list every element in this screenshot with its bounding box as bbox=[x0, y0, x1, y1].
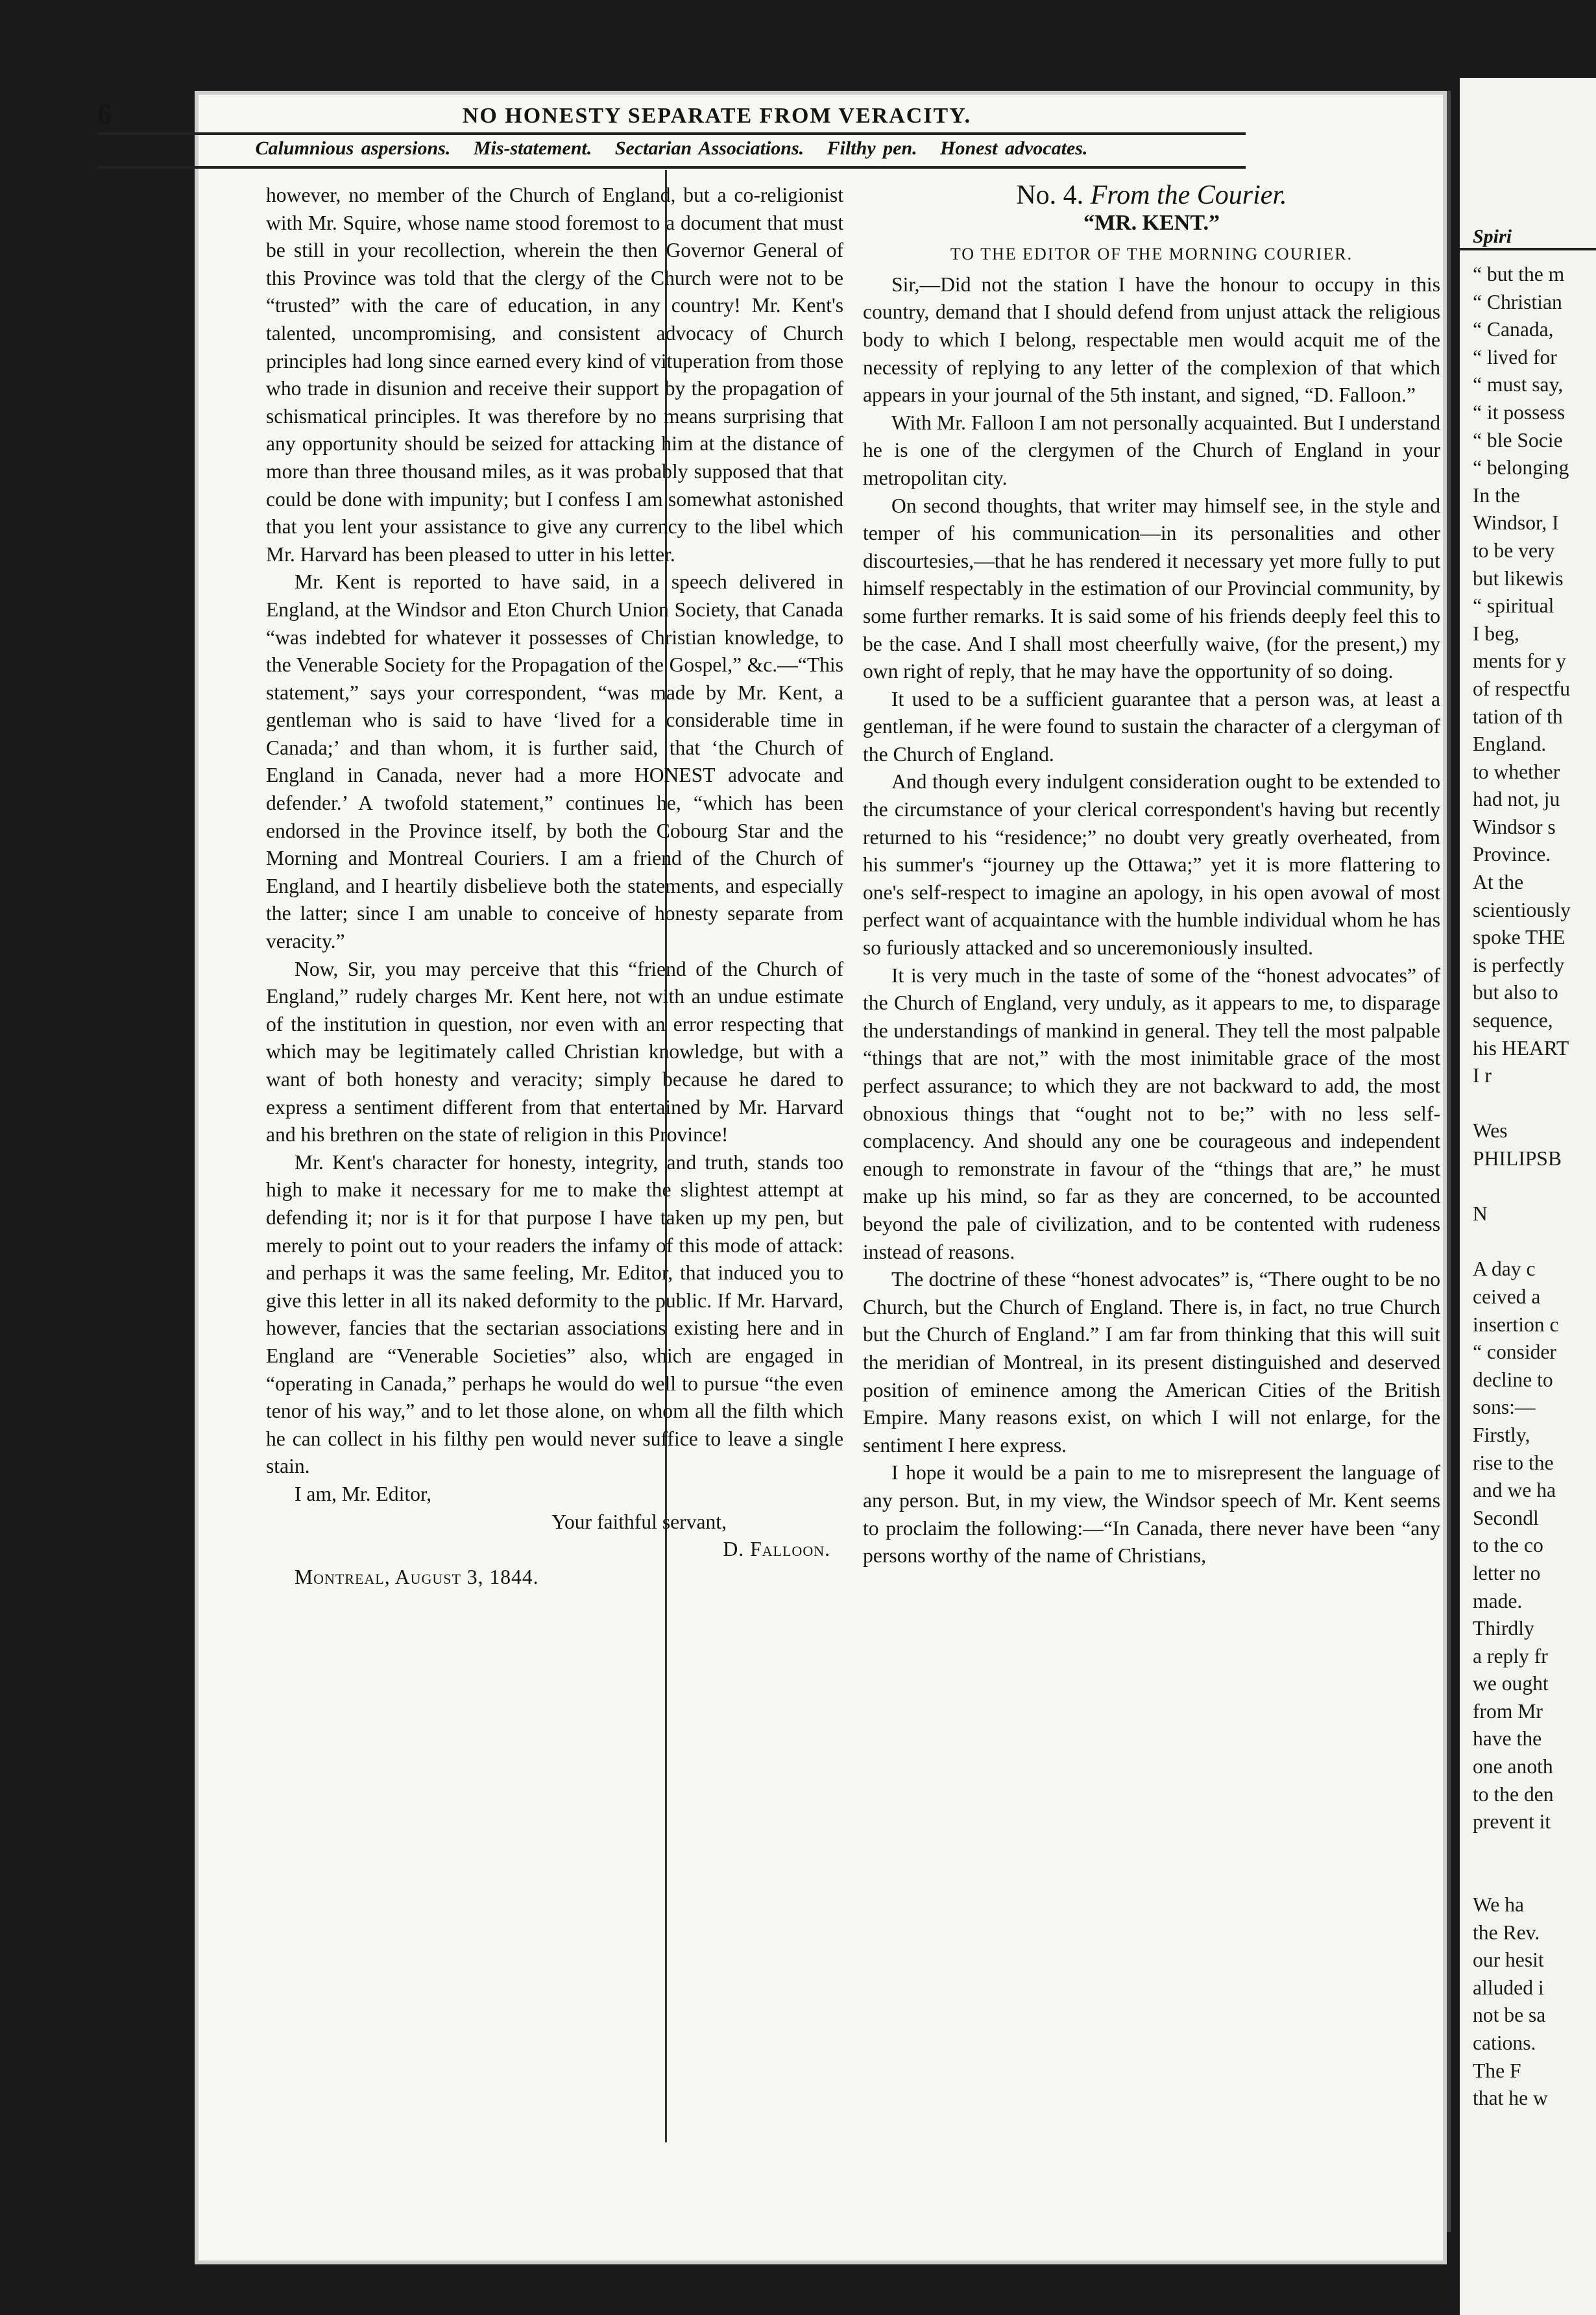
facing-line: I beg, bbox=[1473, 622, 1519, 645]
subhead-rule bbox=[97, 166, 1246, 169]
facing-line: N bbox=[1473, 1202, 1488, 1226]
facing-line: and we ha bbox=[1473, 1479, 1556, 1502]
facing-line: one anoth bbox=[1473, 1755, 1553, 1778]
facing-line: but also to bbox=[1473, 981, 1558, 1004]
facing-line: Windsor, I bbox=[1473, 511, 1559, 535]
servant-line: Your faithful servant, bbox=[551, 1510, 727, 1533]
right-column bbox=[863, 182, 1440, 1570]
facing-line: PHILIPSB bbox=[1473, 1147, 1562, 1170]
paragraph: The doctrine of these “honest advocates” is, “There ought to be no Church, but the Church of England. There is, in fact, no true Church but the Church of England.” I am far from thinking that this will suit the meridian of Montreal, in its present distinguished and deserved position of eminence among the American Cities of the British Empire. Many reasons exist, on which I will not enlarge, for the sentiment I here express. bbox=[863, 1268, 1440, 1457]
paragraph: Mr. Kent is reported to have said, in a speech delivered in England, at the Windsor and Eton Church Union Society, that Canada “was indebted for whatever it possesses of Christian knowledge, to the Venerable Society for the Propagation of the Gospel,” &c.—“This statement,” says your correspondent, “was made by Mr. Kent, a gentleman who is said to have ‘lived for a considerable time in Canada;’ and than whom, it is further said, that ‘the Church of England in Canada, never had a more HONEST advocate and defender.’ A twofold statement,” continues he, “which has been endorsed in the Province itself, by both the Cobourg Star and the Morning and Montreal Couriers. I am a friend of the Church of England, and I heartily disbelieve both the statements, and especially the latter; since I am unable to conceive of honesty separate from veracity.” bbox=[266, 570, 843, 953]
left-column bbox=[266, 182, 843, 1591]
article-heading bbox=[863, 182, 1440, 210]
paragraph: Now, Sir, you may perceive that this “friend of the Church of England,” rudely charges Mr. Kent here, not with an undue estimate of the institution in question, nor even with an error respecting that which may be legitimately called Christian knowledge, but with a want of both honesty and veracity; simply because he dared to express a sentiment different from that entertained by Mr. Harvard and his brethren on the state of religion in this Province! bbox=[266, 957, 843, 1146]
page-number: 6 bbox=[97, 98, 112, 130]
page-header bbox=[97, 97, 1246, 131]
paragraph: With Mr. Falloon I am not personally acquainted. But I understand he is one of the clergymen of the Church of England in your metropolitan city. bbox=[863, 411, 1440, 489]
article-title: “MR. KENT.” bbox=[1083, 210, 1220, 235]
facing-line: to the co bbox=[1473, 1534, 1543, 1557]
facing-line: letter no bbox=[1473, 1561, 1541, 1584]
facing-line: “ lived for bbox=[1473, 345, 1557, 369]
subhead-item: Filthy pen. bbox=[827, 138, 917, 159]
facing-line: that he w bbox=[1473, 2087, 1548, 2110]
facing-line: our hesit bbox=[1473, 1948, 1544, 1972]
facing-line: had not, ju bbox=[1473, 788, 1560, 811]
facing-line: of respectfu bbox=[1473, 677, 1570, 700]
facing-line: to whether bbox=[1473, 760, 1560, 783]
facing-line bbox=[1473, 1090, 1596, 1118]
facing-line: insertion c bbox=[1473, 1313, 1559, 1336]
signature: D. Falloon. bbox=[723, 1538, 830, 1561]
facing-line: his HEART bbox=[1473, 1036, 1569, 1060]
paragraph: however, no member of the Church of England, but a co-religionist with Mr. Squire, whose name stood foremost to a document that must be still in your recollection, wherein the then Governor General of this Province was told that the clergy of the Church were not to be “trusted” with the care of education, in any country! Mr. Kent's talented, uncompromising, and consistent advocacy of Church principles had long since earned every kind of vituperation from those who trade in disunion and receive their support by the propagation of schismatical principles. It was therefore by no means surprising that any opportunity should be seized for attacking him at the distance of more than three thousand miles, as it was probably supposed that that could be done with impunity; but I confess I am somewhat astonished that you lent your assistance to give any currency to the libel which Mr. Harvard has been pleased to utter in his letter. bbox=[266, 184, 843, 566]
facing-line: The F bbox=[1473, 2059, 1521, 2082]
facing-line bbox=[1473, 1863, 1596, 1891]
facing-line: Firstly, bbox=[1473, 1423, 1530, 1446]
facing-line: Wes bbox=[1473, 1119, 1508, 1143]
facing-line: We ha bbox=[1473, 1893, 1525, 1917]
facing-line: “ must say, bbox=[1473, 373, 1564, 396]
facing-line: we ought bbox=[1473, 1672, 1549, 1695]
facing-line bbox=[1473, 1836, 1596, 1864]
subhead-item: Mis-statement. bbox=[473, 138, 592, 159]
article-source: From the Courier. bbox=[1090, 180, 1287, 210]
facing-line: “ it possess bbox=[1473, 400, 1566, 424]
facing-line: “ consider bbox=[1473, 1340, 1556, 1364]
paragraph: And though every indulgent consideration ought to be extended to the circumstance of your clerical correspondent's having but recently returned to his “residence;” no doubt very greatly overheated, from his summer's “journey up the Ottawa;” yet it is more flattering to one's self-respect to imagine an apology, in his open avowal of most perfect want of acquaintance with the humble individual whom he has so furiously attacked and so unceremoniously insulted. bbox=[863, 770, 1440, 960]
facing-line: not be sa bbox=[1473, 2004, 1546, 2027]
facing-line: made. bbox=[1473, 1589, 1523, 1612]
facing-line: England. bbox=[1473, 733, 1547, 756]
paragraph: I hope it would be a pain to me to misrepresent the language of any person. But, in my view, the Windsor speech of Mr. Kent seems to proclaim the following:—“In Canada, there never have been “any persons worthy of the name of Christians, bbox=[863, 1461, 1440, 1568]
running-title: NO HONESTY SEPARATE FROM VERACITY. bbox=[462, 104, 972, 128]
facing-text bbox=[1473, 261, 1596, 2113]
facing-rule bbox=[1460, 248, 1596, 250]
facing-line: to be very bbox=[1473, 539, 1555, 562]
subheads bbox=[97, 138, 1246, 160]
facing-line: “ belonging bbox=[1473, 456, 1569, 479]
facing-line: “ but the m bbox=[1473, 263, 1565, 285]
facing-line: tation of th bbox=[1473, 705, 1563, 728]
facing-line: prevent it bbox=[1473, 1810, 1551, 1834]
facing-line: ceived a bbox=[1473, 1285, 1541, 1308]
facing-line: “ ble Socie bbox=[1473, 428, 1563, 452]
dateline: Montreal, August 3, 1844. bbox=[295, 1565, 539, 1588]
facing-line: Thirdly bbox=[1473, 1617, 1534, 1640]
header-rule bbox=[97, 132, 1246, 135]
facing-line: “ Christian bbox=[1473, 290, 1562, 313]
facing-line: rise to the bbox=[1473, 1451, 1554, 1474]
facing-line: Windsor s bbox=[1473, 815, 1556, 838]
facing-line: “ Canada, bbox=[1473, 318, 1554, 341]
subhead-item: Calumnious aspersions. bbox=[255, 138, 451, 159]
facing-line bbox=[1473, 1173, 1596, 1201]
facing-line: sequence, bbox=[1473, 1009, 1553, 1032]
facing-line: Province. bbox=[1473, 843, 1551, 866]
facing-line: ments for y bbox=[1473, 649, 1566, 673]
facing-line: sons:— bbox=[1473, 1396, 1536, 1419]
facing-line: I r bbox=[1473, 1064, 1492, 1087]
paragraph: Sir,—Did not the station I have the honour to occupy in this country, demand that I should defend from unjust attack the religious body to which I belong, respectable men would acquit me of the necessity of replying to any letter of the complexion of that which appears in your journal of the 5th instant, and signed, “D. Falloon.” bbox=[863, 273, 1440, 407]
facing-line: is perfectly bbox=[1473, 953, 1565, 976]
facing-line: A day c bbox=[1473, 1257, 1536, 1281]
facing-line: alluded i bbox=[1473, 1976, 1544, 1999]
subhead-item: Sectarian Associations. bbox=[614, 138, 804, 159]
binding-gutter bbox=[1447, 91, 1451, 2232]
facing-line: to the den bbox=[1473, 1782, 1554, 1806]
facing-line: a reply fr bbox=[1473, 1644, 1548, 1667]
facing-line bbox=[1473, 1228, 1596, 1256]
to-editor: TO THE EDITOR OF THE MORNING COURIER. bbox=[950, 245, 1353, 264]
facing-subhead: Spiri bbox=[1473, 226, 1512, 247]
article-number: No. 4. bbox=[1016, 180, 1084, 210]
facing-line: At the bbox=[1473, 871, 1524, 894]
facing-line: but likewis bbox=[1473, 566, 1564, 590]
facing-line: In the bbox=[1473, 483, 1520, 507]
facing-line: decline to bbox=[1473, 1368, 1553, 1391]
facing-line: cations. bbox=[1473, 2031, 1536, 2054]
paragraph: Mr. Kent's character for honesty, integrity, and truth, stands too high to make it necessary for me to make the slightest attempt at defending it; nor is it for that purpose I have taken up my pen, but merely to point out to your readers the infamy of this mode of attack: and perhaps it was the same feeling, Mr. Editor, that induced you to give this letter in all its naked deformity to the public. If Mr. Harvard, however, fancies that the sectarian associations existing here and in England are “Venerable Societies” also, which are engaged in “operating in Canada,” perhaps he would do well to pursue “the even tenor of his way,” and to let those alone, on whom all the filth which he can collect in his filthy pen would never suffice to leave a single stain. bbox=[266, 1150, 843, 1478]
facing-line: the Rev. bbox=[1473, 1921, 1540, 1944]
subhead-item: Honest advocates. bbox=[940, 138, 1088, 159]
facing-line: “ spiritual bbox=[1473, 594, 1554, 618]
facing-line: have the bbox=[1473, 1727, 1542, 1751]
paragraph: It used to be a sufficient guarantee that a person was, at least a gentleman, if he were found to sustain the character of a clergyman of the Church of England. bbox=[863, 687, 1440, 766]
facing-line: spoke THE bbox=[1473, 926, 1566, 949]
facing-line: Secondl bbox=[1473, 1506, 1539, 1529]
facing-line: scientiously bbox=[1473, 898, 1571, 921]
facing-page bbox=[1460, 78, 1596, 2315]
paragraph: On second thoughts, that writer may himself see, in the style and temper of his communication—in its personalities and other discourtesies,—that he has rendered it necessary yet more fully to put himself respectably in the estimation of our Provincial community, by some further remarks. It is said some of his friends deeply feel this to be the case. And I shall most cheerfully waive, (for the present,) my own right of reply, that he may have the opportunity of so doing. bbox=[863, 494, 1440, 683]
closing-line: I am, Mr. Editor, bbox=[295, 1482, 432, 1505]
paragraph: It is very much in the taste of some of the “honest advocates” of the Church of England, very unduly, as it appears to me, to disparage the understandings of mankind in general. They tell the most palpable “things that are not,” with the most inimitable grace of the most perfect assurance; to which they are not backward to add, the most obnoxious things that “ought not to be;” with no less self-complacency. And should any one be courageous and independent enough to remonstrate in favour of the “things that are,” he must make up his mind, so far as they are concerned, to be accounted beyond the pale of civilization, and to be contented with rudeness instead of reasons. bbox=[863, 964, 1440, 1263]
facing-line: from Mr bbox=[1473, 1699, 1543, 1723]
